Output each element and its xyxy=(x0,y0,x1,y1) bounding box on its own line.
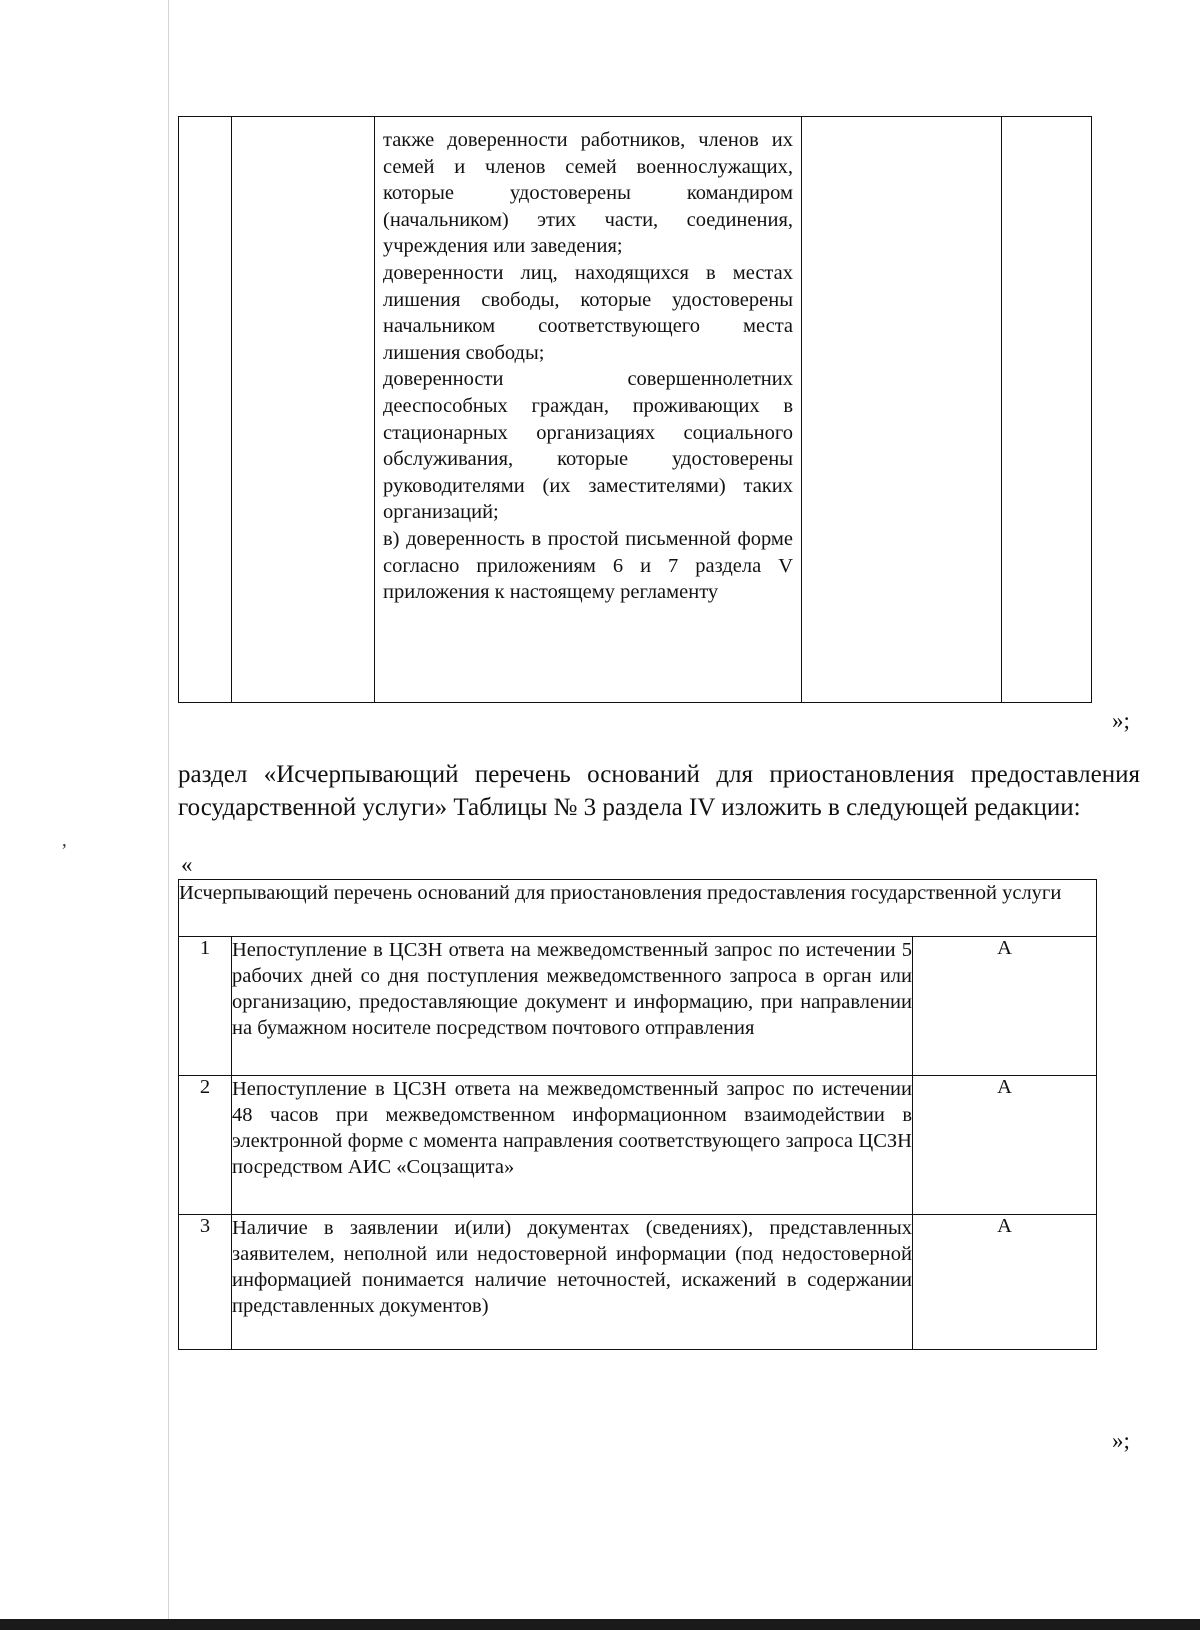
documents-paragraph: также доверенности работников, членов их семей и членов семей военнослужащих, которые удостоверены командиром (начальником) этих части, соединения, учреждения или заведения; xyxy=(383,129,793,258)
closing-quote: »; xyxy=(1112,1428,1130,1453)
row-code: А xyxy=(913,937,1097,1076)
row-description: Непоступление в ЦСЗН ответа на межведомственный запрос по истечении 48 часов при межведомственном информационном взаимодействии в электронной форме с момента направления соответствующего запроса ЦСЗН посредством АИС «Соцзащита» xyxy=(232,1076,913,1215)
table-row xyxy=(179,1215,1097,1350)
empty-cell xyxy=(802,117,1002,703)
empty-cell xyxy=(179,117,232,703)
suspension-grounds-table xyxy=(178,879,1097,1350)
table-header-row xyxy=(179,880,1097,937)
documents-paragraph: доверенности лиц, находящихся в местах лишения свободы, которые удостоверены начальником соответствующего места лишения свободы; xyxy=(383,261,793,364)
documents-paragraph: в) доверенность в простой письменной форме согласно приложениям 6 и 7 раздела V приложения к настоящему регламенту xyxy=(383,527,793,604)
empty-cell xyxy=(232,117,375,703)
table-row xyxy=(179,1076,1097,1215)
row-number: 2 xyxy=(179,1076,232,1215)
scan-bottom-band xyxy=(0,1619,1200,1630)
continuation-table xyxy=(178,116,1092,703)
table-row xyxy=(179,117,1092,703)
amendment-paragraph xyxy=(105,758,1140,824)
opening-quote: « xyxy=(181,852,193,877)
table-row xyxy=(179,937,1097,1076)
empty-cell xyxy=(1002,117,1092,703)
scan-mark: , xyxy=(62,830,67,851)
closing-quote: »; xyxy=(1112,708,1130,733)
documents-paragraph: доверенности совершеннолетних дееспособных граждан, проживающих в стационарных организациях социального обслуживания, которые удостоверены руководителями (их заместителями) таких организаций; xyxy=(383,368,793,524)
row-description: Наличие в заявлении и(или) документах (сведениях), представленных заявителем, неполной или недостоверной информации (под недостоверной информацией понимается наличие неточностей, искажений в содержании представленных документов) xyxy=(232,1215,913,1350)
table-header: Исчерпывающий перечень оснований для приостановления предоставления государственной услуги xyxy=(179,880,1097,937)
row-code: А xyxy=(913,1076,1097,1215)
row-code: А xyxy=(913,1215,1097,1350)
row-description: Непоступление в ЦСЗН ответа на межведомственный запрос по истечении 5 рабочих дней со дня поступления межведомственного запроса в орган или организацию, предоставляющие документ и информацию, при направлении на бумажном носителе посредством почтового отправления xyxy=(232,937,913,1076)
documents-cell xyxy=(375,117,802,703)
row-number: 3 xyxy=(179,1215,232,1350)
amendment-text: раздел «Исчерпывающий перечень оснований для приостановления предоставления государственной услуги» Таблицы № 3 раздела IV изложить в следующей редакции: xyxy=(178,761,1140,821)
row-number: 1 xyxy=(179,937,232,1076)
